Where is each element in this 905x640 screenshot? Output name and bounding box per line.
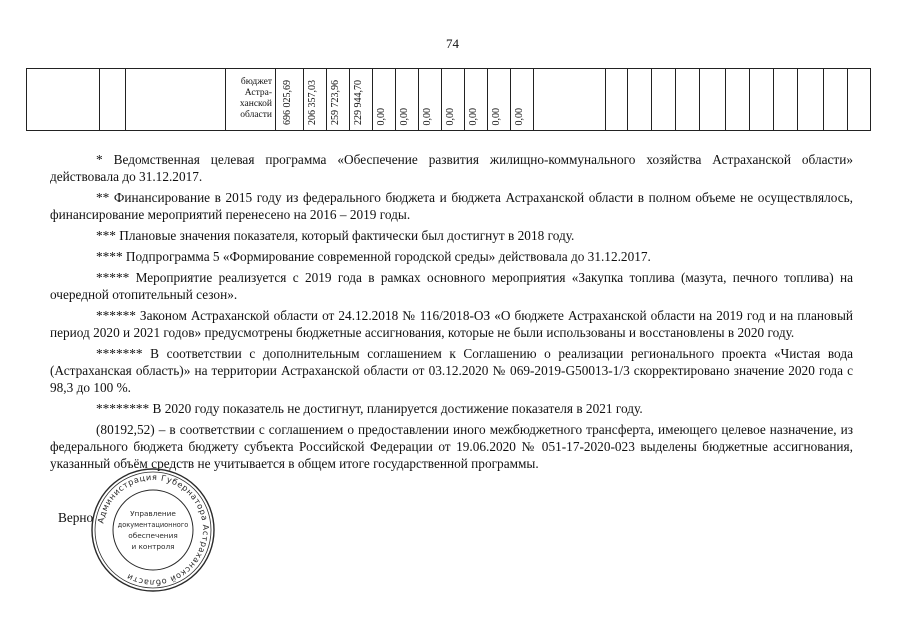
stamp-ring-text: Администрация Губернатора Астраханской области [95,471,212,589]
stamp-center-line: обеспечения [128,531,178,540]
table-cell-value: 229 944,70 [353,80,364,125]
table-cell-value: 0,00 [376,107,387,125]
stamp-center-line: Управление [130,509,176,518]
footnote: * Ведомственная целевая программа «Обеспечение развития жилищно-коммунального хозяйства Астраханской области» действовала до 31.12.2017. [50,152,853,185]
budget-source-label [227,77,272,121]
table-cell-value: 696 025,69 [282,80,293,125]
table-column-divider [487,69,488,130]
table-column-divider [675,69,676,130]
table-column-divider [326,69,327,130]
table-column-divider [605,69,606,130]
table-column-divider [510,69,511,130]
table-column-divider [441,69,442,130]
table-cell-value: 0,00 [514,107,525,125]
table-column-divider [699,69,700,130]
table-column-divider [99,69,100,130]
table-column-divider [773,69,774,130]
table-cell-value: 0,00 [468,107,479,125]
footnotes [50,151,853,476]
page-number: 74 [446,36,459,51]
footnote: *** Плановые значения показателя, который фактически был достигнут в 2018 году. [96,228,575,243]
table-cell-value: 0,00 [445,107,456,125]
table-column-divider [847,69,848,130]
table-cell-value: 0,00 [422,107,433,125]
stamp-center-line: документационного [117,521,189,529]
table-column-divider [275,69,276,130]
footnote: ******** В 2020 году показатель не достигнут, планируется достижение показателя в 2021 году. [96,400,643,416]
table-column-divider [533,69,534,130]
budget-label-line: Астра- [244,88,272,98]
budget-table-fragment [26,68,871,131]
table-column-divider [395,69,396,130]
table-column-divider [797,69,798,130]
footnote: (80192,52) – в соответствии с соглашением о предоставлении иного межбюджетного трансферта, имеющего целевое назначение, из федерального бюджета бюджету субъекта Российской Федерации от 19.06.2020 № 051-17-2020-023 выделены бюджетные ассигнования, указанный объём средств не учитывается в общем итоге государственной программы. [50,421,853,471]
official-stamp-seal [89,466,217,594]
table-column-divider [651,69,652,130]
footnote: ******* В соответствии с дополнительным соглашением к Соглашению о реализации регионального проекта «Чистая вода (Астраханская область)» на территории Астраханской области от 03.12.2020 № 069-2019-G50013-1/3 скорректировано значение 2020 года с 98,3 до 100 %. [50,345,853,395]
budget-label-line: ханской [239,99,272,109]
table-column-divider [418,69,419,130]
budget-label-line: бюджет [240,77,272,87]
table-column-divider [464,69,465,130]
table-cell-value: 0,00 [491,107,502,125]
table-column-divider [749,69,750,130]
table-cell-value: 206 357,03 [307,80,318,125]
stamp-center-line: и контроля [131,542,175,551]
table-column-divider [349,69,350,130]
table-column-divider [125,69,126,130]
stamp-inner-ring [113,490,193,570]
footnote: ***** Мероприятие реализуется с 2019 года в рамках основного мероприятия «Закупка топлива (мазута, печного топлива) на очередной отопительный сезон». [50,269,853,302]
table-column-divider [225,69,226,130]
table-column-divider [627,69,628,130]
budget-label-line: области [240,110,272,120]
stamp-outer-ring [92,469,214,591]
table-column-divider [725,69,726,130]
table-cell-value: 259 723,96 [330,80,341,125]
footnote: **** Подпрограмма 5 «Формирование современной городской среды» действовала до 31.12.2017. [96,248,651,264]
certification-word: Верно [58,510,94,525]
table-column-divider [372,69,373,130]
table-column-divider [303,69,304,130]
table-column-divider [823,69,824,130]
footnote: ****** Законом Астраханской области от 24.12.2018 № 116/2018-ОЗ «О бюджете Астраханской области на 2019 год и на плановый период 2020 и 2021 годов» предусмотрены бюджетные ассигнования, которые не были использованы и восстановлены в 2020 году. [50,307,853,340]
table-cell-value: 0,00 [399,107,410,125]
footnote: ** Финансирование в 2015 году из федерального бюджета и бюджета Астраханской области в полном объеме не осуществлялось, финансирование мероприятий перенесено на 2016 – 2019 годы. [50,190,853,223]
